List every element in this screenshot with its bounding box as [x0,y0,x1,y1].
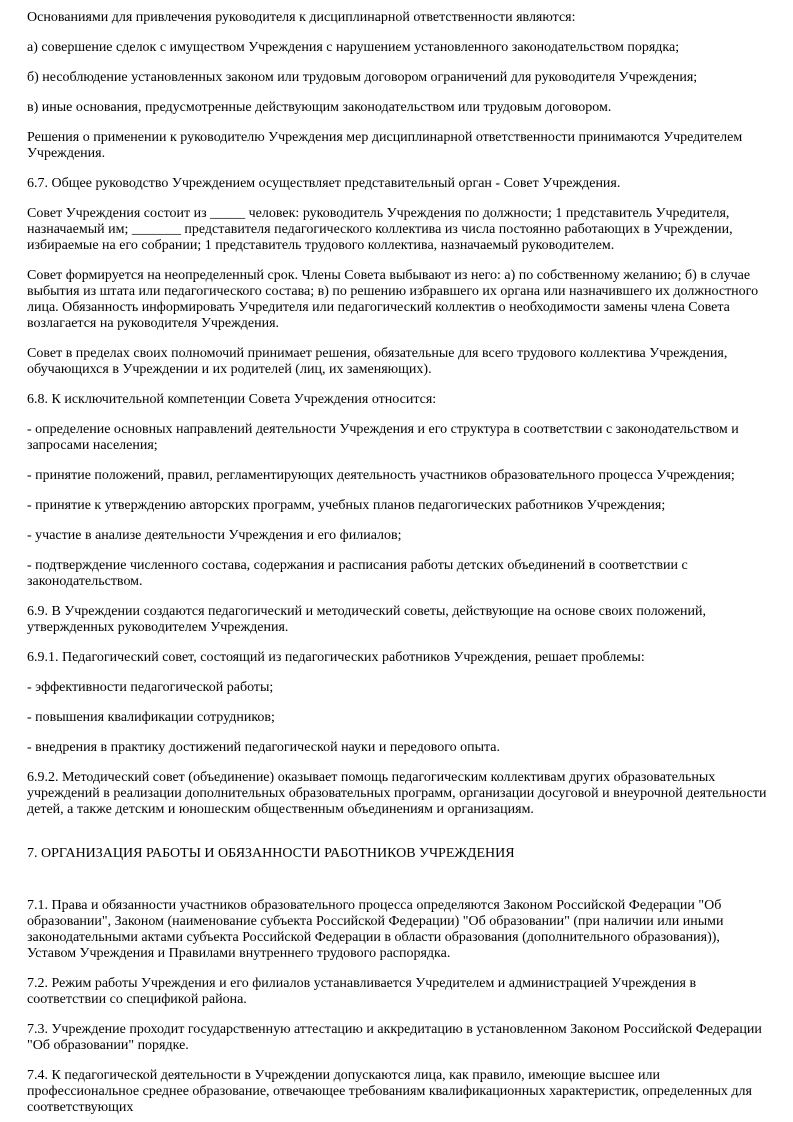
list-item: - подтверждение численного состава, содержания и расписания работы детских объединений в соответствии с законодательством. [27,558,688,589]
clause-6-7: 6.7. Общее руководство Учреждением осуществляет представительный орган - Совет Учреждения. [27,176,621,191]
list-item: - участие в анализе деятельности Учреждения и его филиалов; [27,528,402,543]
list-item: - повышения квалификации сотрудников; [27,710,275,725]
section-heading: 7. ОРГАНИЗАЦИЯ РАБОТЫ И ОБЯЗАННОСТИ РАБОТНИКОВ УЧРЕЖДЕНИЯ [27,846,515,861]
paragraph: Решения о применении к руководителю Учреждения мер дисциплинарной ответственности принимаются Учредителем Учреждения. [27,130,743,161]
list-item: б) несоблюдение установленных законом или трудовым договором ограничений для руководителя Учреждения; [27,70,698,85]
paragraph: Совет Учреждения состоит из _____ человек: руководитель Учреждения по должности; 1 представитель Учредителя, назначаемый им; _______ представителя педагогического коллектива из числа постоянно работающих в Учреждении, избираемые на его собрании; 1 представитель трудового коллектива, назначаемый руководителем. [27,206,733,253]
paragraph: Совет формируется на неопределенный срок. Члены Совета выбывают из него: а) по собственному желанию; б) в случае выбытия из штата или педагогического состава; в) по решению избравшего их органа или назначившего их должностного лица. Обязанность информировать Учредителя или педагогический коллектив о необходимости замены члена Совета возлагается на руководителя Учреждения. [27,268,759,331]
clause-7-4: 7.4. К педагогической деятельности в Учреждении допускаются лица, как правило, имеющие высшее или профессиональное среднее образование, отвечающее требованиям квалификационных характеристик, определенных для соответствующих [27,1068,752,1115]
clause-7-2: 7.2. Режим работы Учреждения и его филиалов устанавливается Учредителем и администрацией Учреждения в соответствии со спецификой района. [27,976,697,1007]
clause-7-3: 7.3. Учреждение проходит государственную аттестацию и аккредитацию в установленном Законом Российской Федерации "Об образовании" порядке. [27,1022,762,1053]
list-item: - определение основных направлений деятельности Учреждения и его структура в соответствии с законодательством и запросами населения; [27,422,739,453]
clause-6-9: 6.9. В Учреждении создаются педагогический и методический советы, действующие на основе своих положений, утвержденных руководителем Учреждения. [27,604,707,635]
paragraph: Совет в пределах своих полномочий принимает решения, обязательные для всего трудового коллектива Учреждения, обучающихся в Учреждении и их родителей (лиц, их заменяющих). [27,346,728,377]
clause-6-9-2: 6.9.2. Методический совет (объединение) оказывает помощь педагогическим коллективам других образовательных учреждений в реализации дополнительных образовательных программ, организации досуговой и внеурочной деятельности детей, а также детским и юношеским общественным объединениям и организациям. [27,770,767,817]
paragraph: Основаниями для привлечения руководителя к дисциплинарной ответственности являются: [27,10,576,25]
clause-7-1: 7.1. Права и обязанности участников образовательного процесса определяются Законом Российской Федерации "Об образовании", Законом (наименование субъекта Российской Федерации) "Об образовании" (при наличии или иными законодательными актами субъекта Российской Федерации в области образования (дополнительного образования)), Уставом Учреждения и Правилами внутреннего трудового распорядка. [27,898,724,961]
list-item: - принятие к утверждению авторских программ, учебных планов педагогических работников Учреждения; [27,498,666,513]
clause-6-9-1: 6.9.1. Педагогический совет, состоящий из педагогических работников Учреждения, решает проблемы: [27,650,645,665]
list-item: а) совершение сделок с имуществом Учреждения с нарушением установленного законодательством порядка; [27,40,680,55]
list-item: - внедрения в практику достижений педагогической науки и передового опыта. [27,740,501,755]
list-item: в) иные основания, предусмотренные действующим законодательством или трудовым договором. [27,100,612,115]
clause-6-8: 6.8. К исключительной компетенции Совета Учреждения относится: [27,392,437,407]
list-item: - эффективности педагогической работы; [27,680,274,695]
list-item: - принятие положений, правил, регламентирующих деятельность участников образовательного процесса Учреждения; [27,468,735,483]
